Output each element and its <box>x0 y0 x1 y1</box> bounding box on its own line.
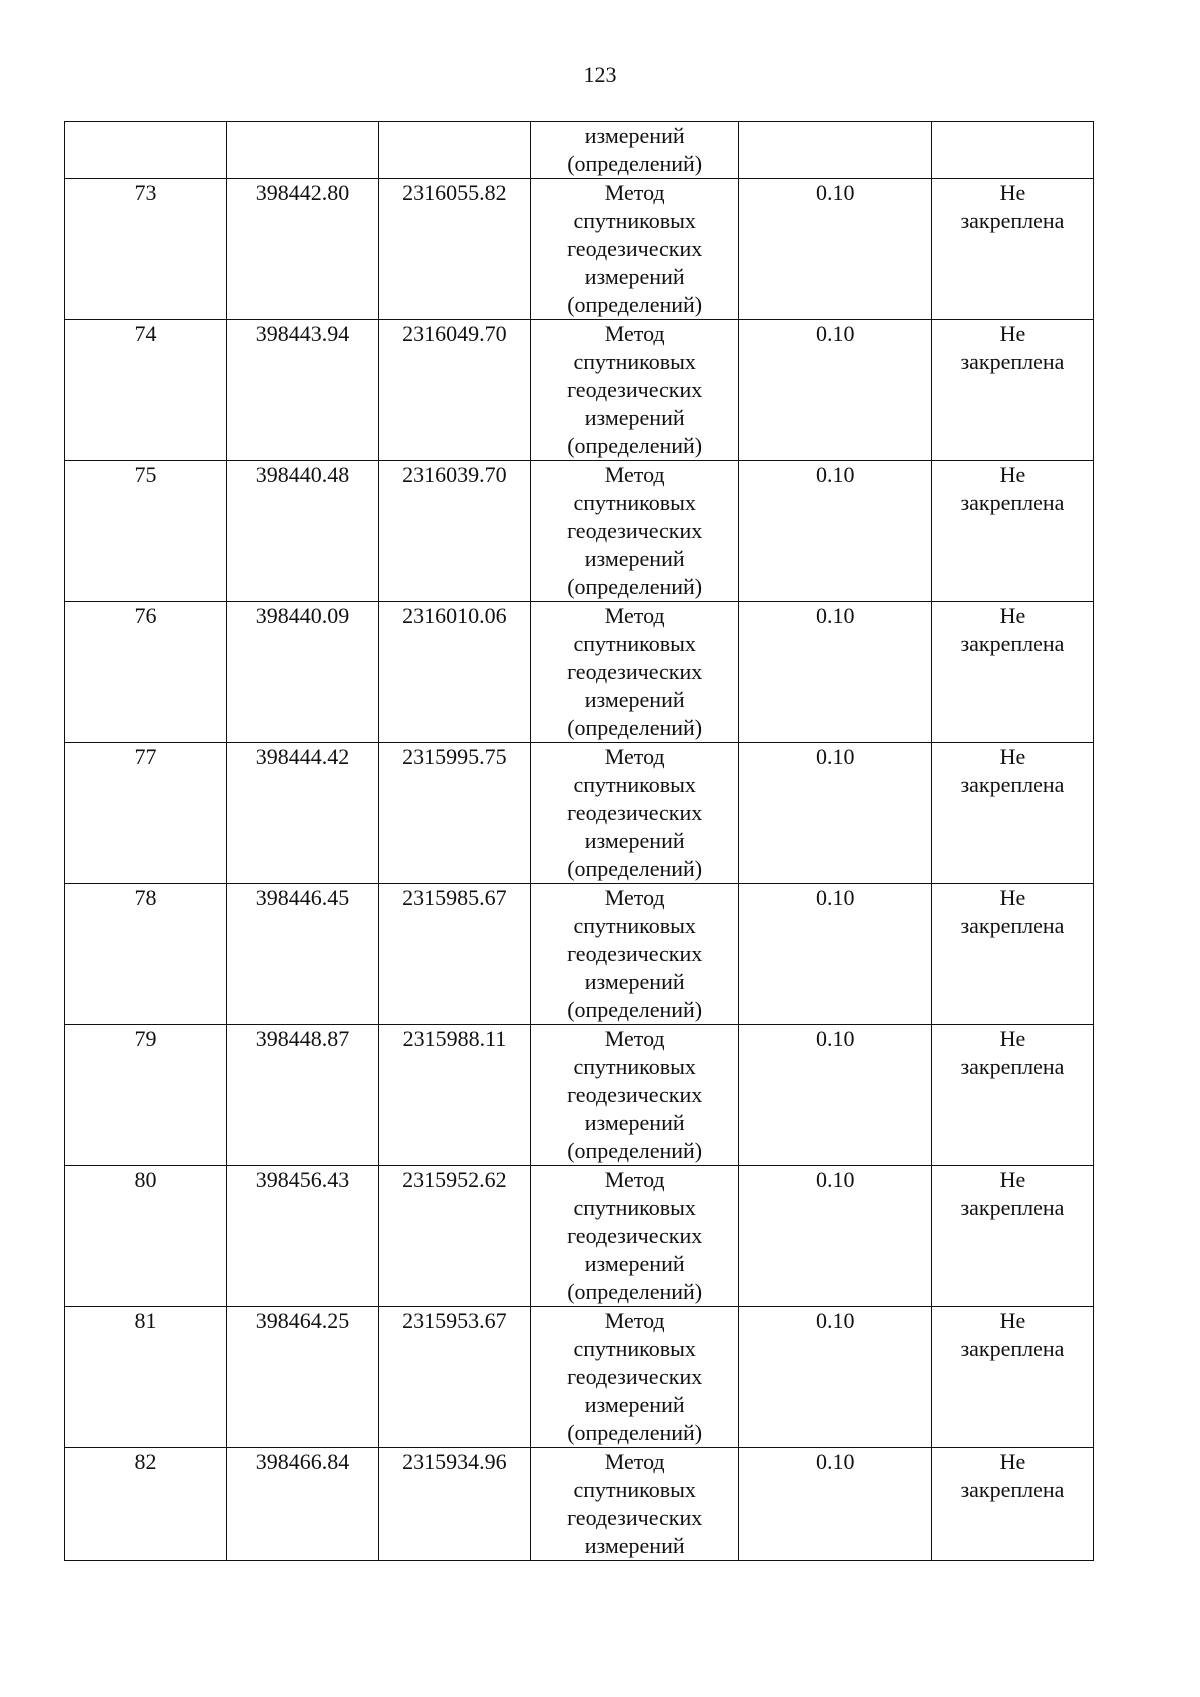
fixation-line: закреплена <box>960 349 1065 374</box>
fixation-line: Не <box>999 603 1026 628</box>
cell-fixation <box>931 602 1093 743</box>
method-line: спутниковых <box>573 913 696 938</box>
method-line: Метод <box>604 1167 665 1192</box>
cell-num: 78 <box>65 884 227 1025</box>
cell-x: 398443.94 <box>227 320 379 461</box>
fixation-line: закреплена <box>960 772 1065 797</box>
continuation-row <box>65 122 1094 179</box>
fixation-line: закреплена <box>960 913 1065 938</box>
cell-num <box>65 122 227 179</box>
method-line: геодезических <box>567 1505 703 1530</box>
cell-method <box>530 179 739 320</box>
method-line: геодезических <box>567 659 703 684</box>
method-line: Метод <box>604 603 665 628</box>
method-line: спутниковых <box>573 772 696 797</box>
cell-fixation <box>931 1025 1093 1166</box>
cell-method <box>530 122 739 179</box>
cell-num: 73 <box>65 179 227 320</box>
cell-fixation <box>931 743 1093 884</box>
method-line: Метод <box>604 1308 665 1333</box>
method-line: геодезических <box>567 800 703 825</box>
fixation-line: Не <box>999 744 1026 769</box>
cell-num: 75 <box>65 461 227 602</box>
method-line: (определений) <box>567 433 703 458</box>
table-body <box>65 122 1094 1561</box>
cell-x: 398448.87 <box>227 1025 379 1166</box>
cell-num: 79 <box>65 1025 227 1166</box>
cell-accuracy: 0.10 <box>739 1448 931 1561</box>
cell-x: 398440.09 <box>227 602 379 743</box>
method-line: спутниковых <box>573 1195 696 1220</box>
method-line: спутниковых <box>573 1477 696 1502</box>
table-row <box>65 1166 1094 1307</box>
method-line: спутниковых <box>573 1336 696 1361</box>
cell-accuracy <box>739 122 931 179</box>
method-line: измерений <box>584 546 685 571</box>
cell-accuracy: 0.10 <box>739 461 931 602</box>
cell-fixation <box>931 461 1093 602</box>
method-line: Метод <box>604 1026 665 1051</box>
method-line: (определений) <box>567 715 703 740</box>
cell-x: 398456.43 <box>227 1166 379 1307</box>
cell-accuracy: 0.10 <box>739 884 931 1025</box>
cell-num: 82 <box>65 1448 227 1561</box>
method-line: (определений) <box>567 1138 703 1163</box>
cell-fixation <box>931 884 1093 1025</box>
cell-accuracy: 0.10 <box>739 1307 931 1448</box>
method-line: измерений <box>584 1251 685 1276</box>
cell-method <box>530 1025 739 1166</box>
cell-accuracy: 0.10 <box>739 179 931 320</box>
table-row <box>65 602 1094 743</box>
cell-x: 398440.48 <box>227 461 379 602</box>
fixation-line: Не <box>999 1308 1026 1333</box>
cell-method <box>530 1448 739 1561</box>
method-line: (определений) <box>567 856 703 881</box>
method-line: измерений <box>584 1110 685 1135</box>
method-line: измерений <box>584 687 685 712</box>
cell-accuracy: 0.10 <box>739 1025 931 1166</box>
cell-num: 77 <box>65 743 227 884</box>
cell-x: 398446.45 <box>227 884 379 1025</box>
method-line: геодезических <box>567 1082 703 1107</box>
table-row <box>65 1448 1094 1561</box>
method-line: геодезических <box>567 518 703 543</box>
fixation-line: закреплена <box>960 1477 1065 1502</box>
method-line: (определений) <box>567 1420 703 1445</box>
method-line: Метод <box>604 462 665 487</box>
page-number: 123 <box>583 62 617 87</box>
cell-y: 2316055.82 <box>378 179 530 320</box>
fixation-line: закреплена <box>960 1195 1065 1220</box>
table-row <box>65 1307 1094 1448</box>
fixation-line: закреплена <box>960 1336 1065 1361</box>
method-line: спутниковых <box>573 1054 696 1079</box>
coordinates-table <box>64 121 1094 1561</box>
fixation-line: Не <box>999 321 1026 346</box>
cell-x: 398466.84 <box>227 1448 379 1561</box>
table-row <box>65 1025 1094 1166</box>
cell-accuracy: 0.10 <box>739 320 931 461</box>
cell-num: 74 <box>65 320 227 461</box>
method-line: измерений <box>584 969 685 994</box>
method-line: спутниковых <box>573 208 696 233</box>
method-line: Метод <box>604 744 665 769</box>
cell-y: 2316010.06 <box>378 602 530 743</box>
cell-method <box>530 1166 739 1307</box>
method-line: (определений) <box>567 997 703 1022</box>
cell-accuracy: 0.10 <box>739 1166 931 1307</box>
method-line: геодезических <box>567 1223 703 1248</box>
cell-x: 398442.80 <box>227 179 379 320</box>
cell-accuracy: 0.10 <box>739 602 931 743</box>
fixation-line: Не <box>999 885 1026 910</box>
method-line: (определений) <box>567 151 703 176</box>
cell-method <box>530 461 739 602</box>
cell-y: 2315988.11 <box>378 1025 530 1166</box>
cell-num: 81 <box>65 1307 227 1448</box>
cell-method <box>530 602 739 743</box>
method-line: Метод <box>604 885 665 910</box>
cell-fixation <box>931 122 1093 179</box>
cell-fixation <box>931 320 1093 461</box>
method-line: (определений) <box>567 574 703 599</box>
fixation-line: Не <box>999 462 1026 487</box>
cell-x: 398464.25 <box>227 1307 379 1448</box>
cell-y: 2315995.75 <box>378 743 530 884</box>
method-line: измерений <box>584 1533 685 1558</box>
cell-fixation <box>931 1448 1093 1561</box>
table-row <box>65 884 1094 1025</box>
fixation-line: закреплена <box>960 1054 1065 1079</box>
method-line: измерений <box>584 264 685 289</box>
fixation-line: закреплена <box>960 208 1065 233</box>
method-line: измерений <box>584 828 685 853</box>
method-line: (определений) <box>567 292 703 317</box>
cell-y: 2315985.67 <box>378 884 530 1025</box>
table-row <box>65 179 1094 320</box>
cell-accuracy: 0.10 <box>739 743 931 884</box>
cell-method <box>530 1307 739 1448</box>
cell-method <box>530 320 739 461</box>
fixation-line: Не <box>999 1026 1026 1051</box>
cell-y: 2315952.62 <box>378 1166 530 1307</box>
cell-method <box>530 743 739 884</box>
cell-fixation <box>931 1166 1093 1307</box>
method-line: спутниковых <box>573 631 696 656</box>
table-row <box>65 461 1094 602</box>
fixation-line: Не <box>999 1449 1026 1474</box>
cell-x: 398444.42 <box>227 743 379 884</box>
table-row <box>65 743 1094 884</box>
fixation-line: закреплена <box>960 490 1065 515</box>
method-line: измерений <box>584 405 685 430</box>
cell-fixation <box>931 179 1093 320</box>
fixation-line: закреплена <box>960 631 1065 656</box>
fixation-line: Не <box>999 180 1026 205</box>
cell-num: 80 <box>65 1166 227 1307</box>
cell-y <box>378 122 530 179</box>
method-line: геодезических <box>567 236 703 261</box>
method-line: геодезических <box>567 941 703 966</box>
method-line: спутниковых <box>573 349 696 374</box>
method-line: геодезических <box>567 1364 703 1389</box>
table-row <box>65 320 1094 461</box>
method-line: (определений) <box>567 1279 703 1304</box>
cell-fixation <box>931 1307 1093 1448</box>
method-line: Метод <box>604 180 665 205</box>
cell-method <box>530 884 739 1025</box>
cell-x <box>227 122 379 179</box>
cell-y: 2315953.67 <box>378 1307 530 1448</box>
method-line: геодезических <box>567 377 703 402</box>
cell-y: 2315934.96 <box>378 1448 530 1561</box>
fixation-line: Не <box>999 1167 1026 1192</box>
cell-num: 76 <box>65 602 227 743</box>
method-line: измерений <box>584 123 685 148</box>
method-line: Метод <box>604 321 665 346</box>
cell-y: 2316039.70 <box>378 461 530 602</box>
method-line: Метод <box>604 1449 665 1474</box>
cell-y: 2316049.70 <box>378 320 530 461</box>
method-line: спутниковых <box>573 490 696 515</box>
method-line: измерений <box>584 1392 685 1417</box>
